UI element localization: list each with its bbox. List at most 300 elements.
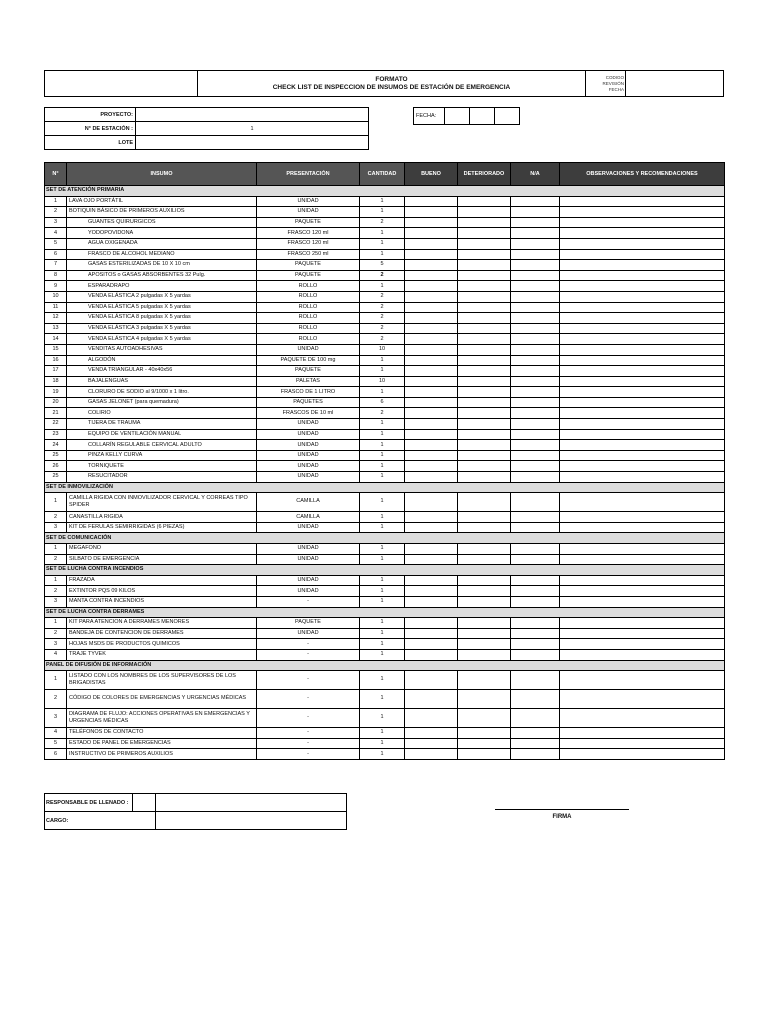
- bueno-cell[interactable]: [405, 270, 458, 281]
- deteriorado-cell[interactable]: [458, 586, 511, 597]
- na-cell[interactable]: [511, 472, 560, 483]
- item-presentacion: UNIDAD: [257, 628, 360, 639]
- item-insumo: GUANTES QUIRURGICOS: [67, 217, 257, 228]
- item-insumo: CANASTILLA RIGIDA: [67, 512, 257, 523]
- item-number: 1: [45, 196, 67, 207]
- item-presentacion: PAQUETE: [257, 618, 360, 629]
- na-cell[interactable]: [511, 217, 560, 228]
- responsable-box: [44, 793, 347, 830]
- na-cell[interactable]: [511, 728, 560, 739]
- item-insumo: APOSITOS o GASAS ABSORBENTES 32 Pulg.: [67, 270, 257, 281]
- deteriorado-cell[interactable]: [458, 238, 511, 249]
- observaciones-cell[interactable]: [560, 323, 725, 334]
- deteriorado-cell[interactable]: [458, 596, 511, 607]
- na-cell[interactable]: [511, 586, 560, 597]
- item-insumo: ALGODÓN: [67, 355, 257, 366]
- na-cell[interactable]: [511, 544, 560, 555]
- bueno-cell[interactable]: [405, 323, 458, 334]
- deteriorado-cell[interactable]: [458, 749, 511, 760]
- observaciones-cell[interactable]: [560, 450, 725, 461]
- na-cell[interactable]: [511, 690, 560, 709]
- item-presentacion: -: [257, 728, 360, 739]
- item-presentacion: UNIDAD: [257, 544, 360, 555]
- deteriorado-cell[interactable]: [458, 419, 511, 430]
- checklist-row: [45, 690, 725, 709]
- deteriorado-cell[interactable]: [458, 512, 511, 523]
- na-cell[interactable]: [511, 596, 560, 607]
- deteriorado-cell[interactable]: [458, 440, 511, 451]
- item-presentacion: -: [257, 690, 360, 709]
- na-cell[interactable]: [511, 649, 560, 660]
- observaciones-cell[interactable]: [560, 334, 725, 345]
- item-presentacion: UNIDAD: [257, 586, 360, 597]
- item-cantidad: 1: [360, 671, 405, 690]
- proyecto-field[interactable]: [136, 108, 369, 122]
- item-number: 15: [45, 344, 67, 355]
- col-cantidad: CANTIDAD: [360, 163, 405, 186]
- na-cell[interactable]: [511, 419, 560, 430]
- bueno-cell[interactable]: [405, 690, 458, 709]
- na-cell[interactable]: [511, 376, 560, 387]
- checklist-row: [45, 493, 725, 512]
- deteriorado-cell[interactable]: [458, 671, 511, 690]
- na-cell[interactable]: [511, 196, 560, 207]
- document-codes: [586, 71, 626, 97]
- item-cantidad: 1: [360, 472, 405, 483]
- item-number: 3: [45, 596, 67, 607]
- bueno-cell[interactable]: [405, 196, 458, 207]
- bueno-cell[interactable]: [405, 429, 458, 440]
- cargo-field[interactable]: [156, 812, 347, 830]
- item-number: 16: [45, 355, 67, 366]
- bueno-cell[interactable]: [405, 397, 458, 408]
- item-insumo: DIAGRAMA DE FLUJO: ACCIONES OPERATIVAS EN EMERGENCIAS Y URGENCIAS MÉDICAS: [67, 709, 257, 728]
- na-cell[interactable]: [511, 429, 560, 440]
- observaciones-cell[interactable]: [560, 376, 725, 387]
- bueno-cell[interactable]: [405, 461, 458, 472]
- item-cantidad: 10: [360, 344, 405, 355]
- item-presentacion: -: [257, 671, 360, 690]
- observaciones-cell[interactable]: [560, 355, 725, 366]
- checklist-row: [45, 738, 725, 749]
- deteriorado-cell[interactable]: [458, 690, 511, 709]
- checklist-row: [45, 618, 725, 629]
- item-presentacion: PAQUETE DE 100 mg: [257, 355, 360, 366]
- checklist-row: [45, 196, 725, 207]
- item-insumo: FRASCO DE ALCOHOL MEDIANO: [67, 249, 257, 260]
- deteriorado-cell[interactable]: [458, 387, 511, 398]
- na-cell[interactable]: [511, 671, 560, 690]
- checklist-row: [45, 291, 725, 302]
- na-cell[interactable]: [511, 450, 560, 461]
- deteriorado-cell[interactable]: [458, 544, 511, 555]
- deteriorado-cell[interactable]: [458, 281, 511, 292]
- checklist-row: [45, 228, 725, 239]
- deteriorado-cell[interactable]: [458, 628, 511, 639]
- cargo-label: CARGO:: [45, 812, 156, 830]
- deteriorado-cell[interactable]: [458, 302, 511, 313]
- deteriorado-cell[interactable]: [458, 366, 511, 377]
- item-number: 2: [45, 586, 67, 597]
- bueno-cell[interactable]: [405, 376, 458, 387]
- na-cell[interactable]: [511, 397, 560, 408]
- deteriorado-cell[interactable]: [458, 217, 511, 228]
- na-cell[interactable]: [511, 270, 560, 281]
- item-cantidad: 1: [360, 512, 405, 523]
- checklist-row: [45, 302, 725, 313]
- observaciones-cell[interactable]: [560, 749, 725, 760]
- na-cell[interactable]: [511, 575, 560, 586]
- item-number: 7: [45, 260, 67, 271]
- observaciones-cell[interactable]: [560, 291, 725, 302]
- observaciones-cell[interactable]: [560, 522, 725, 533]
- deteriorado-cell[interactable]: [458, 344, 511, 355]
- deteriorado-cell[interactable]: [458, 334, 511, 345]
- observaciones-cell[interactable]: [560, 493, 725, 512]
- observaciones-cell[interactable]: [560, 387, 725, 398]
- observaciones-cell[interactable]: [560, 429, 725, 440]
- observaciones-cell[interactable]: [560, 344, 725, 355]
- bueno-cell[interactable]: [405, 249, 458, 260]
- na-cell[interactable]: [511, 628, 560, 639]
- na-cell[interactable]: [511, 313, 560, 324]
- deteriorado-cell[interactable]: [458, 575, 511, 586]
- item-insumo: EXTINTOR PQS 09 KILOS: [67, 586, 257, 597]
- na-cell[interactable]: [511, 749, 560, 760]
- bueno-cell[interactable]: [405, 738, 458, 749]
- na-cell[interactable]: [511, 387, 560, 398]
- item-cantidad: 1: [360, 522, 405, 533]
- item-number: 1: [45, 618, 67, 629]
- bueno-cell[interactable]: [405, 512, 458, 523]
- bueno-cell[interactable]: [405, 596, 458, 607]
- checklist-row: [45, 586, 725, 597]
- na-cell[interactable]: [511, 493, 560, 512]
- observaciones-cell[interactable]: [560, 649, 725, 660]
- observaciones-cell[interactable]: [560, 472, 725, 483]
- bueno-cell[interactable]: [405, 387, 458, 398]
- na-cell[interactable]: [511, 554, 560, 565]
- na-cell[interactable]: [511, 618, 560, 629]
- item-insumo: INSTRUCTIVO DE PRIMEROS AUXILIOS: [67, 749, 257, 760]
- deteriorado-cell[interactable]: [458, 738, 511, 749]
- item-presentacion: -: [257, 596, 360, 607]
- codes-values[interactable]: [626, 71, 724, 97]
- bueno-cell[interactable]: [405, 355, 458, 366]
- bueno-cell[interactable]: [405, 554, 458, 565]
- item-insumo: VENDITAS AUTOADHESIVAS: [67, 344, 257, 355]
- item-cantidad: 5: [360, 260, 405, 271]
- na-cell[interactable]: [511, 408, 560, 419]
- item-number: 2: [45, 628, 67, 639]
- bueno-cell[interactable]: [405, 291, 458, 302]
- checklist-row: [45, 628, 725, 639]
- deteriorado-cell[interactable]: [458, 270, 511, 281]
- bueno-cell[interactable]: [405, 344, 458, 355]
- fecha-day-field[interactable]: [445, 108, 470, 125]
- bueno-cell[interactable]: [405, 260, 458, 271]
- item-number: 3: [45, 709, 67, 728]
- na-cell[interactable]: [511, 207, 560, 218]
- bueno-cell[interactable]: [405, 618, 458, 629]
- observaciones-cell[interactable]: [560, 207, 725, 218]
- deteriorado-cell[interactable]: [458, 639, 511, 650]
- item-number: 5: [45, 238, 67, 249]
- bueno-cell[interactable]: [405, 628, 458, 639]
- bueno-cell[interactable]: [405, 709, 458, 728]
- na-cell[interactable]: [511, 639, 560, 650]
- item-number: 2: [45, 207, 67, 218]
- bueno-cell[interactable]: [405, 408, 458, 419]
- item-insumo: VENDA ELÁSTICA 8 pulgadas X 5 yardas: [67, 313, 257, 324]
- observaciones-cell[interactable]: [560, 249, 725, 260]
- item-presentacion: FRASCOS DE 10 ml: [257, 408, 360, 419]
- deteriorado-cell[interactable]: [458, 376, 511, 387]
- observaciones-cell[interactable]: [560, 554, 725, 565]
- item-cantidad: 1: [360, 429, 405, 440]
- deteriorado-cell[interactable]: [458, 554, 511, 565]
- item-insumo: MEGAFONO: [67, 544, 257, 555]
- na-cell[interactable]: [511, 302, 560, 313]
- item-number: 11: [45, 302, 67, 313]
- bueno-cell[interactable]: [405, 522, 458, 533]
- item-insumo: TIJERA DE TRAUMA: [67, 419, 257, 430]
- na-cell[interactable]: [511, 355, 560, 366]
- checklist-row: [45, 440, 725, 451]
- responsable-mid-cell[interactable]: [133, 794, 156, 812]
- observaciones-cell[interactable]: [560, 709, 725, 728]
- checklist-row: [45, 649, 725, 660]
- deteriorado-cell[interactable]: [458, 450, 511, 461]
- observaciones-cell[interactable]: [560, 738, 725, 749]
- responsable-field[interactable]: [156, 794, 347, 812]
- checklist-row: [45, 728, 725, 739]
- deteriorado-cell[interactable]: [458, 709, 511, 728]
- checklist-row: [45, 270, 725, 281]
- item-insumo: VENDA TRIANGULAR - 40x40x56: [67, 366, 257, 377]
- deteriorado-cell[interactable]: [458, 323, 511, 334]
- deteriorado-cell[interactable]: [458, 472, 511, 483]
- item-insumo: BAJALENGUAS: [67, 376, 257, 387]
- fecha-month-field[interactable]: [470, 108, 495, 125]
- deteriorado-cell[interactable]: [458, 429, 511, 440]
- item-insumo: LISTADO CON LOS NOMBRES DE LOS SUPERVISORES DE LOS BRIGADISTAS: [67, 671, 257, 690]
- bueno-cell[interactable]: [405, 728, 458, 739]
- item-number: 8: [45, 270, 67, 281]
- observaciones-cell[interactable]: [560, 260, 725, 271]
- item-insumo: CLORURO DE SODIO al 9/1000 x 1 litro.: [67, 387, 257, 398]
- bueno-cell[interactable]: [405, 639, 458, 650]
- na-cell[interactable]: [511, 323, 560, 334]
- format-label: FORMATO: [375, 75, 408, 83]
- bueno-cell[interactable]: [405, 217, 458, 228]
- observaciones-cell[interactable]: [560, 440, 725, 451]
- deteriorado-cell[interactable]: [458, 728, 511, 739]
- deteriorado-cell[interactable]: [458, 249, 511, 260]
- observaciones-cell[interactable]: [560, 238, 725, 249]
- item-insumo: BANDEJA DE CONTENCION DE DERRAMES: [67, 628, 257, 639]
- deteriorado-cell[interactable]: [458, 649, 511, 660]
- checklist-row: [45, 512, 725, 523]
- na-cell[interactable]: [511, 228, 560, 239]
- observaciones-cell[interactable]: [560, 408, 725, 419]
- deteriorado-cell[interactable]: [458, 355, 511, 366]
- bueno-cell[interactable]: [405, 366, 458, 377]
- item-presentacion: UNIDAD: [257, 196, 360, 207]
- bueno-cell[interactable]: [405, 419, 458, 430]
- item-number: 6: [45, 249, 67, 260]
- observaciones-cell[interactable]: [560, 639, 725, 650]
- observaciones-cell[interactable]: [560, 366, 725, 377]
- item-presentacion: UNIDAD: [257, 575, 360, 586]
- item-insumo: PINZA KELLY CURVA: [67, 450, 257, 461]
- deteriorado-cell[interactable]: [458, 408, 511, 419]
- checklist-row: [45, 376, 725, 387]
- item-cantidad: 2: [360, 323, 405, 334]
- item-number: 3: [45, 217, 67, 228]
- item-cantidad: 2: [360, 302, 405, 313]
- item-cantidad: 1: [360, 554, 405, 565]
- item-insumo: FRAZADA: [67, 575, 257, 586]
- bueno-cell[interactable]: [405, 450, 458, 461]
- observaciones-cell[interactable]: [560, 586, 725, 597]
- deteriorado-cell[interactable]: [458, 260, 511, 271]
- observaciones-cell[interactable]: [560, 270, 725, 281]
- section-title: SET DE INMOVILIZACIÓN: [45, 482, 725, 493]
- na-cell[interactable]: [511, 738, 560, 749]
- na-cell[interactable]: [511, 334, 560, 345]
- estacion-field[interactable]: 1: [136, 122, 369, 136]
- na-cell[interactable]: [511, 260, 560, 271]
- bueno-cell[interactable]: [405, 281, 458, 292]
- deteriorado-cell[interactable]: [458, 207, 511, 218]
- observaciones-cell[interactable]: [560, 512, 725, 523]
- item-insumo: TORNIQUETE: [67, 461, 257, 472]
- deteriorado-cell[interactable]: [458, 618, 511, 629]
- checklist-row: [45, 344, 725, 355]
- item-cantidad: 2: [360, 334, 405, 345]
- na-cell[interactable]: [511, 512, 560, 523]
- lote-field[interactable]: [136, 136, 369, 150]
- observaciones-cell[interactable]: [560, 419, 725, 430]
- bueno-cell[interactable]: [405, 228, 458, 239]
- fecha-year-field[interactable]: [495, 108, 520, 125]
- bueno-cell[interactable]: [405, 238, 458, 249]
- observaciones-cell[interactable]: [560, 228, 725, 239]
- na-cell[interactable]: [511, 366, 560, 377]
- item-cantidad: 1: [360, 738, 405, 749]
- checklist-row: [45, 461, 725, 472]
- na-cell[interactable]: [511, 709, 560, 728]
- observaciones-cell[interactable]: [560, 302, 725, 313]
- deteriorado-cell[interactable]: [458, 461, 511, 472]
- item-number: 1: [45, 544, 67, 555]
- observaciones-cell[interactable]: [560, 690, 725, 709]
- observaciones-cell[interactable]: [560, 728, 725, 739]
- checklist-header-row: [45, 163, 725, 186]
- bueno-cell[interactable]: [405, 544, 458, 555]
- checklist-row: [45, 575, 725, 586]
- signature-line[interactable]: [495, 809, 629, 810]
- item-cantidad: 1: [360, 639, 405, 650]
- item-presentacion: ROLLO: [257, 313, 360, 324]
- observaciones-cell[interactable]: [560, 313, 725, 324]
- bueno-cell[interactable]: [405, 334, 458, 345]
- observaciones-cell[interactable]: [560, 217, 725, 228]
- item-presentacion: PAQUETES: [257, 397, 360, 408]
- item-number: 1: [45, 493, 67, 512]
- observaciones-cell[interactable]: [560, 281, 725, 292]
- observaciones-cell[interactable]: [560, 618, 725, 629]
- codigo-label: CODIGO: [605, 74, 624, 80]
- bueno-cell[interactable]: [405, 440, 458, 451]
- deteriorado-cell[interactable]: [458, 313, 511, 324]
- item-number: 25: [45, 450, 67, 461]
- deteriorado-cell[interactable]: [458, 522, 511, 533]
- na-cell[interactable]: [511, 291, 560, 302]
- na-cell[interactable]: [511, 344, 560, 355]
- bueno-cell[interactable]: [405, 472, 458, 483]
- na-cell[interactable]: [511, 238, 560, 249]
- bueno-cell[interactable]: [405, 493, 458, 512]
- observaciones-cell[interactable]: [560, 671, 725, 690]
- bueno-cell[interactable]: [405, 649, 458, 660]
- bueno-cell[interactable]: [405, 207, 458, 218]
- checklist-row: [45, 596, 725, 607]
- section-title: SET DE COMUNICACIÓN: [45, 533, 725, 544]
- title-text: CHECK LIST DE INSPECCION DE INSUMOS DE ESTACIÓN DE EMERGENCIA: [272, 83, 511, 91]
- observaciones-cell[interactable]: [560, 575, 725, 586]
- responsable-label: RESPONSABLE DE LLENADO :: [45, 794, 133, 812]
- na-cell[interactable]: [511, 440, 560, 451]
- item-presentacion: UNIDAD: [257, 344, 360, 355]
- na-cell[interactable]: [511, 281, 560, 292]
- section-row: [45, 186, 725, 197]
- item-cantidad: 1: [360, 749, 405, 760]
- section-row: [45, 660, 725, 671]
- item-cantidad: 1: [360, 249, 405, 260]
- bueno-cell[interactable]: [405, 302, 458, 313]
- deteriorado-cell[interactable]: [458, 291, 511, 302]
- deteriorado-cell[interactable]: [458, 397, 511, 408]
- item-insumo: COLLARÍN REGULABLE CERVICAL ADULTO: [67, 440, 257, 451]
- item-insumo: VENDA ELÁSTICA 5 pulgadas X 5 yardas: [67, 302, 257, 313]
- observaciones-cell[interactable]: [560, 596, 725, 607]
- observaciones-cell[interactable]: [560, 461, 725, 472]
- item-insumo: CÓDIGO DE COLORES DE EMERGENCIAS Y URGENCIAS MÉDICAS: [67, 690, 257, 709]
- item-insumo: CAMILLA RIGIDA CON INMOVILIZADOR CERVICAL Y CORREAS TIPO SPIDER: [67, 493, 257, 512]
- na-cell[interactable]: [511, 461, 560, 472]
- observaciones-cell[interactable]: [560, 196, 725, 207]
- observaciones-cell[interactable]: [560, 397, 725, 408]
- na-cell[interactable]: [511, 249, 560, 260]
- item-insumo: BOTIQUIN BÁSICO DE PRIMEROS AUXILIOS: [67, 207, 257, 218]
- bueno-cell[interactable]: [405, 749, 458, 760]
- checklist-row: [45, 387, 725, 398]
- bueno-cell[interactable]: [405, 586, 458, 597]
- deteriorado-cell[interactable]: [458, 493, 511, 512]
- observaciones-cell[interactable]: [560, 544, 725, 555]
- na-cell[interactable]: [511, 522, 560, 533]
- deteriorado-cell[interactable]: [458, 196, 511, 207]
- firma-label: FIRMA: [552, 814, 572, 820]
- bueno-cell[interactable]: [405, 671, 458, 690]
- bueno-cell[interactable]: [405, 313, 458, 324]
- deteriorado-cell[interactable]: [458, 228, 511, 239]
- bueno-cell[interactable]: [405, 575, 458, 586]
- observaciones-cell[interactable]: [560, 628, 725, 639]
- project-info: [44, 107, 369, 150]
